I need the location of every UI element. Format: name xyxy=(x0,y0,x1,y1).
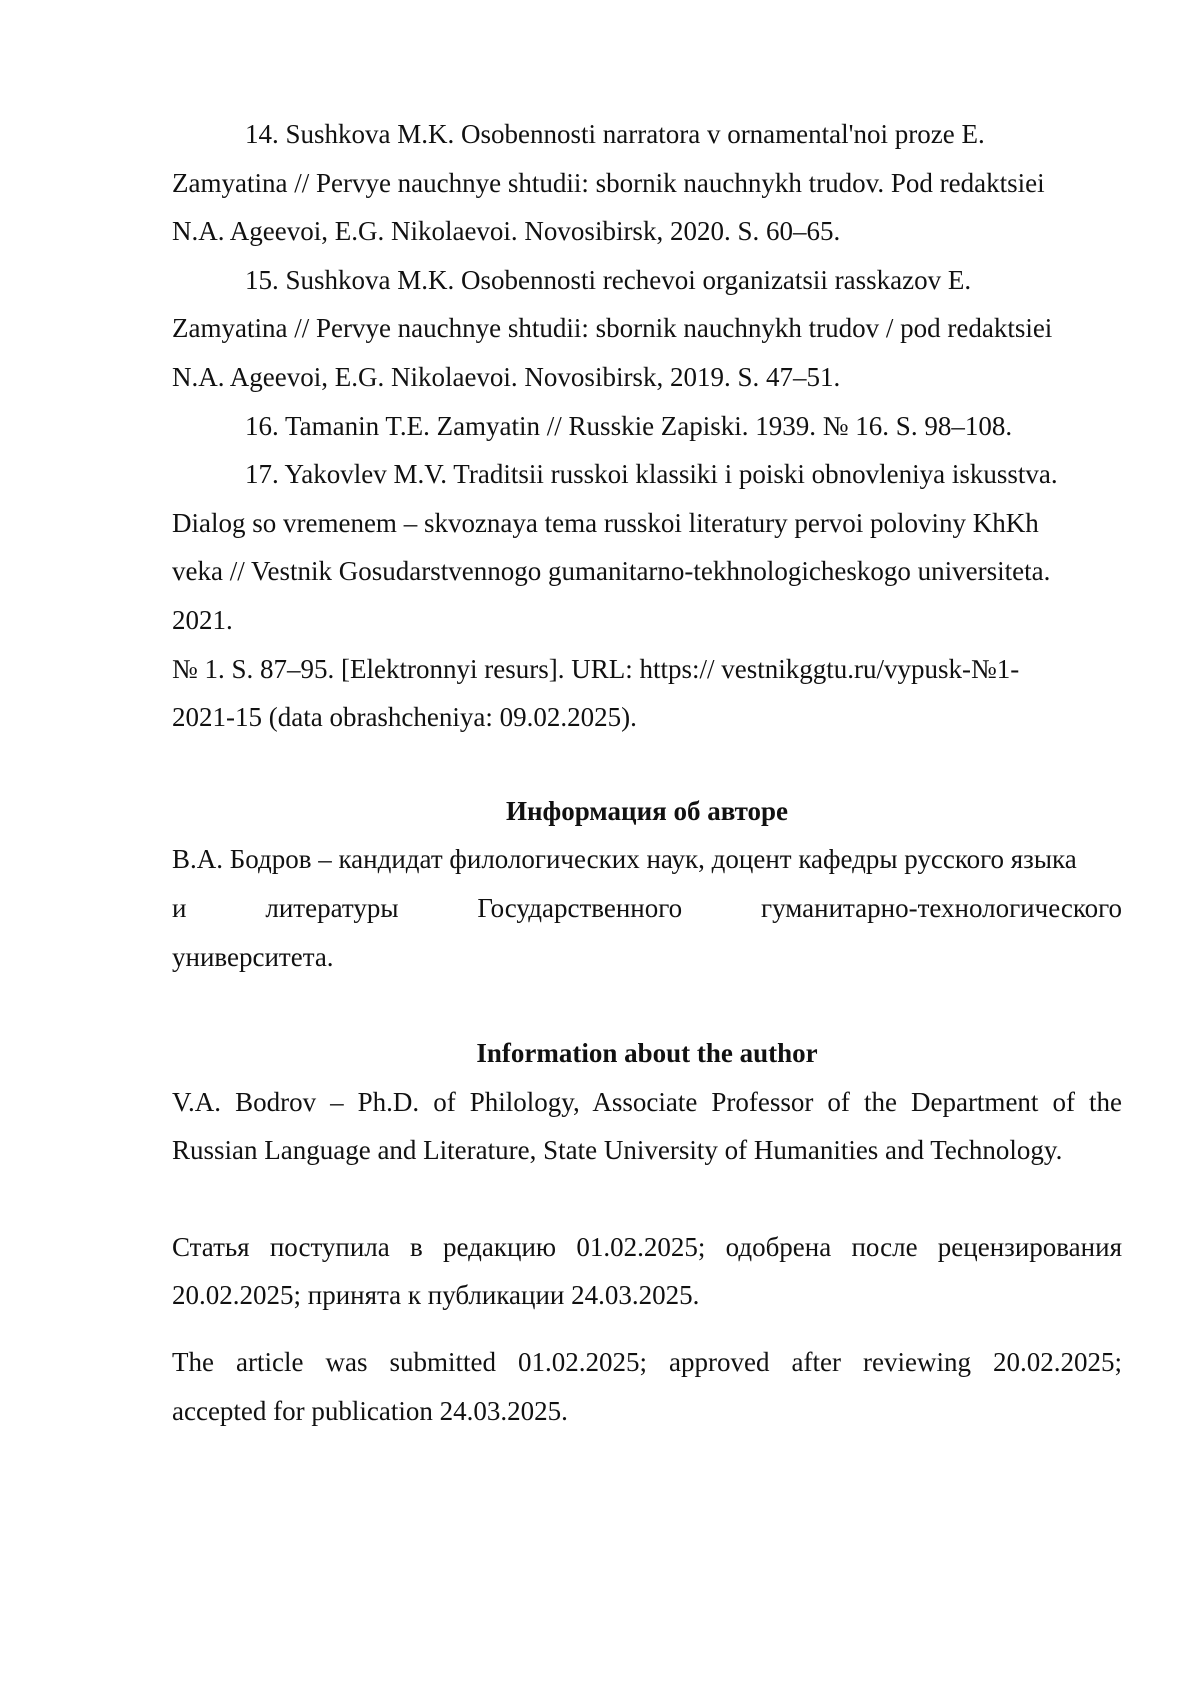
reference-line: Zamyatina // Pervye nauchnye shtudii: sbornik nauchnykh trudov / pod redaktsiei xyxy=(172,313,1053,344)
author-info-ru-text: В.А. Бодров – кандидат филологических наук, доцент кафедры русского языка xyxy=(172,844,1077,875)
author-info-ru-text: университета. xyxy=(172,941,334,972)
reference-line: 15. Sushkova M.K. Osobennosti rechevoi organizatsii rasskazov E. xyxy=(245,264,972,295)
reference-16 xyxy=(172,402,1122,451)
author-info-ru-heading: Информация об авторе xyxy=(505,795,789,826)
reference-line: Dialog so vremenem – skvoznaya tema russkoi literatury pervoi poloviny KhKh xyxy=(172,507,1039,538)
reference-15 xyxy=(172,256,1122,402)
document-page xyxy=(172,110,1122,1435)
reference-line: 16. Tamanin T.E. Zamyatin // Russkie Zapiski. 1939. № 16. S. 98–108. xyxy=(245,410,1013,441)
author-info-en-text: V.A. Bodrov – Ph.D. of Philology, Associate Professor of the Department of the xyxy=(172,1086,1122,1117)
reference-14 xyxy=(172,110,1122,256)
reference-line: 2021-15 (data obrashcheniya: 09.02.2025). xyxy=(172,702,637,733)
article-dates-ru-text: 20.02.2025; принята к публикации 24.03.2025. xyxy=(172,1280,700,1311)
reference-line: № 1. S. 87–95. [Elektronnyi resurs]. URL: https:// vestnikggtu.ru/vypusk-№1- xyxy=(172,653,1020,684)
author-info-en-heading: Information about the author xyxy=(476,1038,818,1069)
reference-line: veka // Vestnik Gosudarstvennogo gumanitarno-tekhnologicheskogo universiteta. xyxy=(172,556,1051,587)
reference-line: N.A. Ageevoi, E.G. Nikolaevoi. Novosibirsk, 2020. S. 60–65. xyxy=(172,216,841,247)
reference-17 xyxy=(172,450,1122,742)
author-info-ru-text: и литературы Государственного гуманитарно-технологического xyxy=(172,892,1122,923)
author-info-en xyxy=(172,1029,1122,1175)
article-dates-ru xyxy=(172,1223,1122,1320)
reference-line: 14. Sushkova M.K. Osobennosti narratora v ornamental'noi proze E. xyxy=(245,119,985,149)
article-dates-ru-text: Статья поступила в редакцию 01.02.2025; одобрена после рецензирования xyxy=(172,1231,1122,1262)
article-dates-en xyxy=(172,1338,1122,1435)
author-info-en-text: Russian Language and Literature, State University of Humanities and Technology. xyxy=(172,1135,1063,1166)
reference-line: 17. Yakovlev M.V. Traditsii russkoi klassiki i poiski obnovleniya iskusstva. xyxy=(245,459,1058,490)
reference-line: 2021. xyxy=(172,604,233,635)
article-dates-en-text: The article was submitted 01.02.2025; approved after reviewing 20.02.2025; xyxy=(172,1347,1122,1378)
reference-line: Zamyatina // Pervye nauchnye shtudii: sbornik nauchnykh trudov. Pod redaktsiei xyxy=(172,167,1045,198)
reference-line: N.A. Ageevoi, E.G. Nikolaevoi. Novosibirsk, 2019. S. 47–51. xyxy=(172,361,841,392)
article-dates-en-text: accepted for publication 24.03.2025. xyxy=(172,1395,568,1426)
author-info-ru xyxy=(172,787,1122,981)
